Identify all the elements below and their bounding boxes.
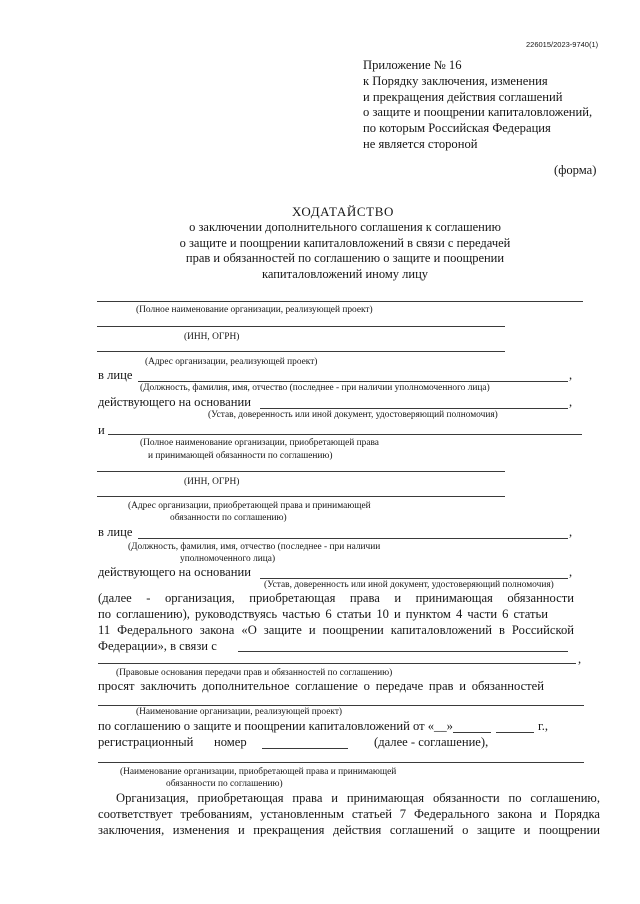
inn-ogrn-caption-2: (ИНН, ОГРН) xyxy=(184,477,240,487)
annex-header xyxy=(363,58,592,153)
final-line-3: заключения, изменения и прекращения действия соглашений о защите и поощрении xyxy=(98,823,600,837)
subtitle-line-1: о заключении дополнительного соглашения к соглашению xyxy=(189,220,501,234)
acquirer-short-name-caption-2: обязанности по соглашению) xyxy=(166,779,283,789)
paragraph-line-3: 11 Федерального закона «О защите и поощрении капиталовложений в Российской xyxy=(98,623,574,637)
acquirer-name-caption-2: и принимающей обязанности по соглашению) xyxy=(148,451,333,461)
org-short-name-caption: (Наименование организации, реализующей проект) xyxy=(136,707,343,717)
in-person-label-1: в лице xyxy=(98,368,133,382)
document-id: 226015/2023-9740(1) xyxy=(526,40,599,49)
org-name-line[interactable] xyxy=(97,301,583,302)
comma-5: , xyxy=(578,652,582,666)
acquirer-address-caption-1: (Адрес организации, приобретающей права и принимающей xyxy=(128,501,371,511)
reason-line-2[interactable] xyxy=(98,663,576,664)
agreement-day-month-line[interactable] xyxy=(453,732,491,733)
org-name-caption: (Полное наименование организации, реализующей проект) xyxy=(136,305,373,315)
subtitle-line-3: прав и обязанностей по соглашению о защите и поощрении xyxy=(185,251,505,265)
final-line-2: соответствует требованиям, установленным статьей 7 Федерального закона и Порядка xyxy=(98,807,600,821)
basis-caption-2: (Устав, доверенность или иной документ, удостоверяющий полномочия) xyxy=(264,580,554,590)
annex-line-3: о защите и поощрении капиталовложений, xyxy=(363,105,593,120)
annex-number: Приложение № 16 xyxy=(363,58,462,72)
basis-caption-1: (Устав, доверенность или иной документ, удостоверяющий полномочия) xyxy=(208,410,498,420)
agreement-year-line[interactable] xyxy=(496,732,534,733)
acquirer-name-caption-1: (Полное наименование организации, приобретающей права xyxy=(140,438,379,448)
acquirer-address-caption-2: обязанности по соглашению) xyxy=(170,513,287,523)
agreement-date-text: по соглашению о защите и поощрении капиталовложений от «__» xyxy=(98,719,453,733)
comma-2: , xyxy=(569,395,573,409)
inn-ogrn-line-2[interactable] xyxy=(97,471,505,472)
annex-line-5: не является стороной xyxy=(363,136,478,151)
annex-line-1: к Порядку заключения, изменения xyxy=(363,73,548,88)
comma-1: , xyxy=(569,368,573,382)
reg-label-1: регистрационный xyxy=(98,735,194,749)
document-subtitle xyxy=(170,220,520,282)
subtitle-line-4: капиталовложений иному лицу xyxy=(261,266,429,281)
request-line: просят заключить дополнительное соглашение о передаче прав и обязанностей xyxy=(98,679,544,693)
final-line-1: Организация, приобретающая права и принимающая обязанности по соглашению, xyxy=(116,791,600,805)
in-person-label-2: в лице xyxy=(98,525,133,539)
legal-basis-caption: (Правовые основания передачи прав и обязанностей по соглашению) xyxy=(116,668,393,678)
person-caption-2a: (Должность, фамилия, имя, отчество (последнее - при наличии xyxy=(128,542,381,552)
and-label: и xyxy=(98,423,105,437)
acting-basis-label-1: действующего на основании xyxy=(98,395,251,409)
reg-label-2: номер xyxy=(214,735,247,749)
reason-line-1[interactable] xyxy=(238,651,568,652)
acquirer-name-line[interactable] xyxy=(108,434,582,435)
annex-line-2: и прекращения действия соглашений xyxy=(363,89,563,104)
acquirer-address-line[interactable] xyxy=(97,496,505,497)
acquirer-short-name-line[interactable] xyxy=(98,762,584,763)
annex-line-4: по которым Российская Федерация xyxy=(363,121,551,136)
comma-3: , xyxy=(569,525,573,539)
acting-basis-label-2: действующего на основании xyxy=(98,565,251,579)
org-address-line[interactable] xyxy=(97,351,505,352)
person-caption-2b: уполномоченного лица) xyxy=(180,554,276,564)
reg-label-3: (далее - соглашение), xyxy=(374,735,489,749)
paragraph-line-4: Федерации», в связи с xyxy=(98,639,217,653)
person-line-2[interactable] xyxy=(138,538,568,539)
registration-number-line[interactable] xyxy=(262,748,348,749)
paragraph-line-2: по соглашению), руководствуясь частью 6 статьи 10 и пунктом 4 части 6 статьи xyxy=(98,607,548,621)
inn-ogrn-caption-1: (ИНН, ОГРН) xyxy=(184,332,240,342)
document-title: ХОДАТАЙСТВО xyxy=(292,204,394,219)
subtitle-line-2: о защите и поощрении капиталовложений в связи с передачей xyxy=(179,235,511,250)
inn-ogrn-line-1[interactable] xyxy=(97,326,505,327)
person-caption-1: (Должность, фамилия, имя, отчество (последнее - при наличии уполномоченного лица) xyxy=(140,383,490,393)
form-label: (форма) xyxy=(554,163,597,177)
org-address-caption: (Адрес организации, реализующей проект) xyxy=(145,357,318,367)
agreement-year-suffix: г., xyxy=(538,719,549,733)
comma-4: , xyxy=(569,565,573,579)
acquirer-short-name-caption-1: (Наименование организации, приобретающей права и принимающей xyxy=(120,767,397,777)
paragraph-line-1: (далее - организация, приобретающая права и принимающая обязанности xyxy=(98,591,574,605)
